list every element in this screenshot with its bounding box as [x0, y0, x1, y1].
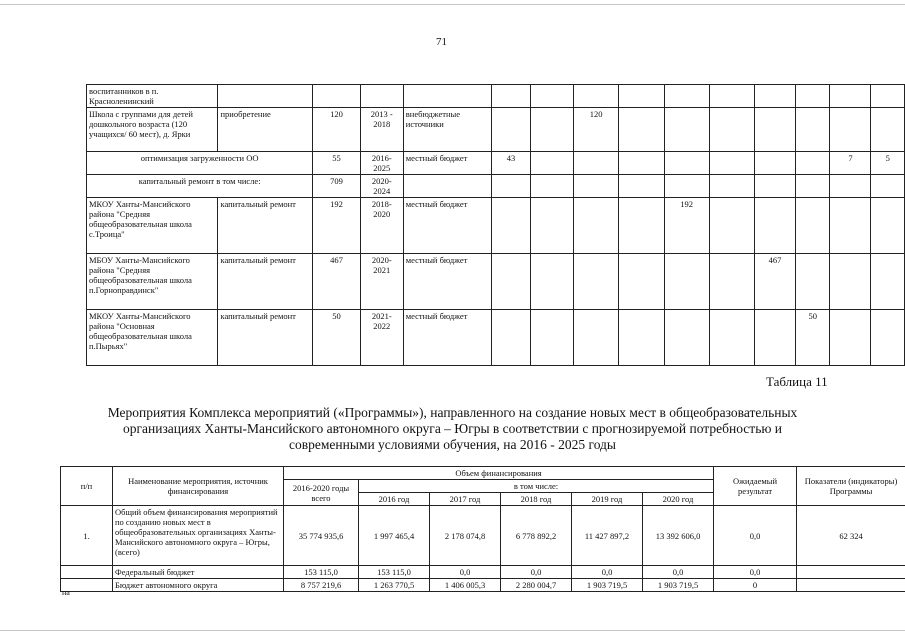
year-value	[619, 152, 664, 175]
years: 2013 - 2018	[360, 108, 403, 152]
funding-source: местный бюджет	[403, 152, 491, 175]
col-header-2020: 2020 год	[643, 493, 714, 506]
year-value	[709, 310, 754, 366]
section-heading	[0, 405, 905, 453]
table-row	[61, 506, 905, 566]
year-value	[530, 175, 573, 198]
capacity: 55	[313, 152, 360, 175]
table-row	[87, 254, 905, 310]
heading-line-3: современными условиями обучения, на 2016 - 2025 годы	[289, 437, 616, 452]
year-value	[574, 310, 619, 366]
years	[360, 85, 403, 108]
year-value: 7	[830, 152, 871, 175]
year-value	[830, 175, 871, 198]
capacity: 709	[313, 175, 360, 198]
year-value	[664, 108, 709, 152]
cell-y2020: 0,0	[643, 566, 714, 579]
year-value	[830, 108, 871, 152]
year-value	[755, 175, 796, 198]
year-value	[574, 198, 619, 254]
year-value	[796, 108, 830, 152]
year-value	[530, 108, 573, 152]
year-value: 50	[796, 310, 830, 366]
year-value	[871, 198, 905, 254]
year-value	[619, 85, 664, 108]
year-value	[709, 85, 754, 108]
year-value	[796, 152, 830, 175]
year-value	[709, 198, 754, 254]
year-value	[755, 310, 796, 366]
year-value	[871, 254, 905, 310]
work-type: капитальный ремонт	[218, 254, 313, 310]
cell-y2020: 1 903 719,5	[643, 579, 714, 592]
year-value	[619, 254, 664, 310]
table-row	[61, 579, 905, 592]
year-value	[574, 152, 619, 175]
object-name: МКОУ Ханты-Мансийского района "Средняя общеобразовательная школа с.Троица"	[87, 198, 218, 254]
col-header-2019: 2019 год	[572, 493, 643, 506]
cell-y2016: 153 115,0	[359, 566, 430, 579]
year-value	[796, 175, 830, 198]
scan-edge-bottom	[0, 630, 905, 631]
cell-num	[61, 566, 113, 579]
work-type	[218, 85, 313, 108]
year-value: 43	[492, 152, 531, 175]
object-name: воспитанников в п. Красноленинский	[87, 85, 218, 108]
year-value	[574, 254, 619, 310]
cell-y2019: 11 427 897,2	[572, 506, 643, 566]
year-value	[755, 198, 796, 254]
year-value	[796, 198, 830, 254]
years: 2016- 2025	[360, 152, 403, 175]
cell-y2017: 1 406 005,3	[430, 579, 501, 592]
object-name: МКОУ Ханты-Мансийского района "Основная общеобразовательная школа п.Пырьях"	[87, 310, 218, 366]
col-header-2018: 2018 год	[501, 493, 572, 506]
table-label: Таблица 11	[766, 374, 828, 389]
row-label: капитальный ремонт в том числе:	[87, 175, 313, 198]
cell-y2016: 1 997 465,4	[359, 506, 430, 566]
table-row	[61, 566, 905, 579]
col-header-expected: Ожидаемый результат	[714, 467, 797, 506]
year-value	[492, 108, 531, 152]
year-value	[830, 310, 871, 366]
year-value	[664, 152, 709, 175]
funding-source: местный бюджет	[403, 198, 491, 254]
year-value	[709, 254, 754, 310]
object-name: МБОУ Ханты-Мансийского района "Средняя общеобразовательная школа п.Горноправдинск"	[87, 254, 218, 310]
year-value	[830, 254, 871, 310]
cell-name: Федеральный бюджет	[113, 566, 284, 579]
year-value	[871, 310, 905, 366]
year-value	[796, 254, 830, 310]
year-value	[492, 310, 531, 366]
year-value	[709, 108, 754, 152]
capacity: 467	[313, 254, 360, 310]
row-label: оптимизация загруженности ОО	[87, 152, 313, 175]
year-value	[574, 175, 619, 198]
year-value	[492, 198, 531, 254]
year-value	[530, 198, 573, 254]
col-header-total: 2016-2020 годы всего	[284, 480, 359, 506]
scan-edge-top	[0, 4, 905, 5]
cell-total: 8 757 219,6	[284, 579, 359, 592]
year-value	[796, 85, 830, 108]
year-value	[664, 254, 709, 310]
col-header-2016: 2016 год	[359, 493, 430, 506]
cell-y2020: 13 392 606,0	[643, 506, 714, 566]
work-type: капитальный ремонт	[218, 198, 313, 254]
col-header-name: Наименование мероприятия, источник финансирования	[113, 467, 284, 506]
cell-indicators: 62 324	[797, 506, 905, 566]
top-table	[86, 84, 905, 366]
funding-source: местный бюджет	[403, 310, 491, 366]
heading-line-2: организациях Ханты-Мансийского автономного округа – Югры в соответствии с прогнозируемой потребностью и	[122, 421, 783, 436]
years: 2020- 2021	[360, 254, 403, 310]
cell-y2019: 0,0	[572, 566, 643, 579]
year-value	[830, 198, 871, 254]
cell-expected: 0,0	[714, 566, 797, 579]
year-value	[530, 85, 573, 108]
col-header-2017: 2017 год	[430, 493, 501, 506]
financing-table	[60, 466, 905, 592]
year-value	[530, 254, 573, 310]
capacity	[313, 85, 360, 108]
table-row	[87, 152, 905, 175]
cell-name: Общий объем финансирования мероприятий по созданию новых мест в общеобразовательных организациях Ханты-Мансийского автономного округа – Югры, (всего)	[113, 506, 284, 566]
cell-total: 153 115,0	[284, 566, 359, 579]
cell-total: 35 774 935,6	[284, 506, 359, 566]
year-value: 120	[574, 108, 619, 152]
year-value	[871, 175, 905, 198]
year-value	[619, 198, 664, 254]
table-row	[87, 310, 905, 366]
cell-num: 1.	[61, 506, 113, 566]
funding-source: внебюджетные источники	[403, 108, 491, 152]
cell-y2018: 2 280 004,7	[501, 579, 572, 592]
year-value	[709, 152, 754, 175]
work-type: приобретение	[218, 108, 313, 152]
year-value	[619, 175, 664, 198]
year-value	[755, 108, 796, 152]
year-value	[530, 152, 573, 175]
year-value: 467	[755, 254, 796, 310]
cell-y2019: 1 903 719,5	[572, 579, 643, 592]
year-value	[530, 310, 573, 366]
cell-expected: 0,0	[714, 506, 797, 566]
year-value	[574, 85, 619, 108]
year-value	[664, 175, 709, 198]
funding-source	[403, 175, 491, 198]
table-row	[87, 175, 905, 198]
years: 2020- 2024	[360, 175, 403, 198]
page-number: 71	[436, 36, 447, 48]
footer-mark: на	[62, 588, 70, 597]
cell-y2017: 0,0	[430, 566, 501, 579]
year-value	[755, 152, 796, 175]
col-header-incl: в том числе:	[359, 480, 714, 493]
capacity: 120	[313, 108, 360, 152]
cell-y2018: 6 778 892,2	[501, 506, 572, 566]
year-value	[755, 85, 796, 108]
heading-line-1: Мероприятия Комплекса мероприятий («Программы»), направленного на создание новых мест в общеобразовательных	[107, 405, 798, 420]
col-header-funding: Объем финансирования	[284, 467, 714, 480]
cell-indicators	[797, 566, 905, 579]
year-value	[619, 310, 664, 366]
cell-y2018: 0,0	[501, 566, 572, 579]
year-value	[619, 108, 664, 152]
year-value	[492, 254, 531, 310]
year-value	[492, 85, 531, 108]
table-row	[87, 198, 905, 254]
table-row	[87, 108, 905, 152]
cell-expected: 0	[714, 579, 797, 592]
cell-y2017: 2 178 074,8	[430, 506, 501, 566]
year-value	[871, 108, 905, 152]
col-header-indicators: Показатели (индикаторы) Программы	[797, 467, 905, 506]
year-value	[492, 175, 531, 198]
cell-name: Бюджет автономного округа	[113, 579, 284, 592]
funding-source	[403, 85, 491, 108]
year-value	[830, 85, 871, 108]
object-name: Школа с группами для детей дошкольного возраста (120 учащихся/ 60 мест), д. Ярки	[87, 108, 218, 152]
cell-indicators	[797, 579, 905, 592]
year-value	[709, 175, 754, 198]
years: 2021- 2022	[360, 310, 403, 366]
capacity: 50	[313, 310, 360, 366]
col-header-num: п/п	[61, 467, 113, 506]
work-type: капитальный ремонт	[218, 310, 313, 366]
year-value	[664, 85, 709, 108]
capacity: 192	[313, 198, 360, 254]
year-value: 192	[664, 198, 709, 254]
years: 2018- 2020	[360, 198, 403, 254]
cell-y2016: 1 263 770,5	[359, 579, 430, 592]
funding-source: местный бюджет	[403, 254, 491, 310]
year-value	[871, 85, 905, 108]
table-row	[87, 85, 905, 108]
year-value: 5	[871, 152, 905, 175]
year-value	[664, 310, 709, 366]
